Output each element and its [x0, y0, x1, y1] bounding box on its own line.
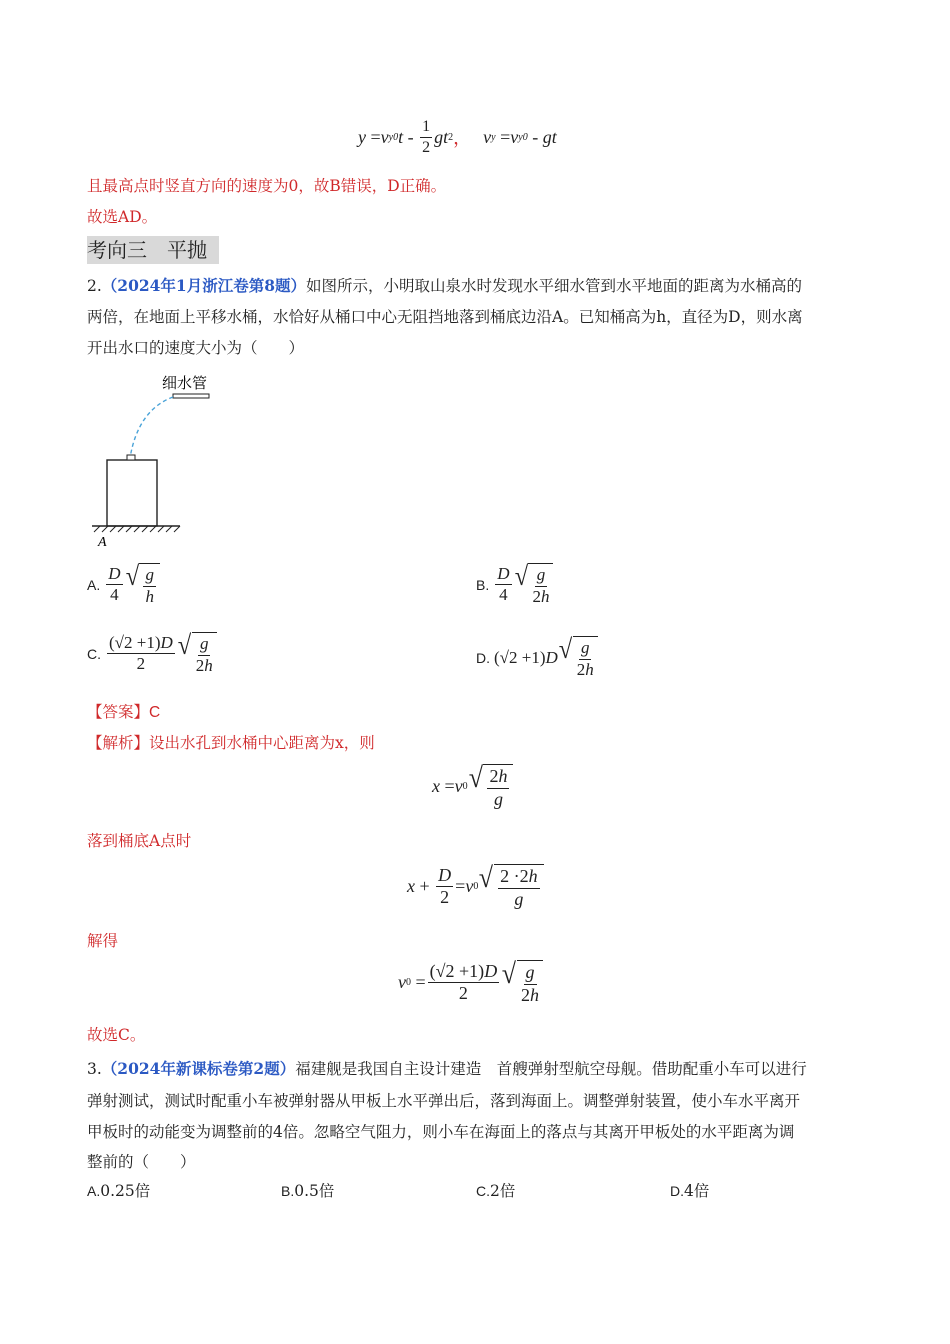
conclusion-line-1: 且最高点时竖直方向的速度为0，故B错误，D正确。 — [87, 177, 447, 195]
step-2-line: 落到桶底A点时 — [87, 832, 192, 850]
bucket-figure — [88, 370, 228, 550]
q2-line-1: 2.（2024年1月浙江卷第8题）如图所示，小明取山泉水时发现水平细水管到水平地面的距离为水桶高的 — [87, 276, 803, 295]
q3-line-3: 甲板时的动能变为调整前的4倍。忽略空气阻力，则小车在海面上的落点与其离开甲板处的水平距离为调 — [87, 1123, 795, 1141]
q3-line-1: 3.（2024年新课标卷第2题）福建舰是我国自主设计建造 首艘弹射型航空母舰。借助配重小车可以进行 — [87, 1059, 807, 1078]
q2-line-3: 开出水口的速度大小为（ ） — [87, 339, 305, 357]
q3-option-c[interactable]: C.2倍 — [476, 1182, 516, 1200]
q2-line-2: 两倍，在地面上平移水桶，水恰好从桶口中心无阻挡地落到桶底边沿A。已知桶高为h，直径为D，则水离 — [87, 308, 803, 326]
option-a[interactable]: A. $\frac{D}{4}$ √ $\frac{g}{h}$ — [87, 563, 160, 606]
analysis-line: 【解析】设出水孔到水桶中心距离为x，则 — [87, 734, 375, 752]
step-3-line: 解得 — [87, 932, 119, 950]
equation-2: x + $\frac{D}{2}$ = v 0 √ $\frac{2 \cdot 2h}{g}$ — [407, 864, 544, 910]
option-c[interactable]: C. $\frac{(√2 +1)D}{2}$ √ $\frac{g}{2h}$ — [87, 632, 217, 675]
pipe-label: 细水管 — [162, 374, 208, 392]
equation-3: v 0 = $\frac{(√2 +1)D}{2}$ √ $\frac{g}{2h}$ — [398, 960, 543, 1006]
bucket-diagram — [88, 370, 228, 550]
conclusion-line-2: 故选AD。 — [87, 208, 158, 226]
q3-line-2: 弹射测试，测试时配重小车被弹射器从甲板上水平弹出后，落到海面上。调整弹射装置，使小车水平离开 — [87, 1092, 801, 1110]
option-d[interactable]: D. (√2 +1)D √ $\frac{g}{2h}$ — [476, 636, 598, 679]
q3-option-d[interactable]: D.4倍 — [670, 1182, 710, 1200]
section-heading: 考向三 平抛 — [87, 236, 219, 264]
point-a-label: A — [98, 535, 107, 550]
q3-line-4: 整前的（ ） — [87, 1153, 196, 1171]
option-b[interactable]: B. $\frac{D}{4}$ √ $\frac{g}{2h}$ — [476, 563, 553, 606]
answer-line: 【答案】C — [87, 703, 161, 721]
q3-option-a[interactable]: A.0.25倍 — [87, 1182, 151, 1200]
q2-conclusion: 故选C。 — [87, 1026, 146, 1044]
equation-top: y = v y0 t - $\frac{1}{2}$ gt 2 ， v y = v y0 - gt — [358, 118, 557, 156]
equation-1: x = v 0 √ $\frac{2h}{g}$ — [432, 764, 513, 810]
q3-option-b[interactable]: B.0.5倍 — [281, 1182, 335, 1200]
